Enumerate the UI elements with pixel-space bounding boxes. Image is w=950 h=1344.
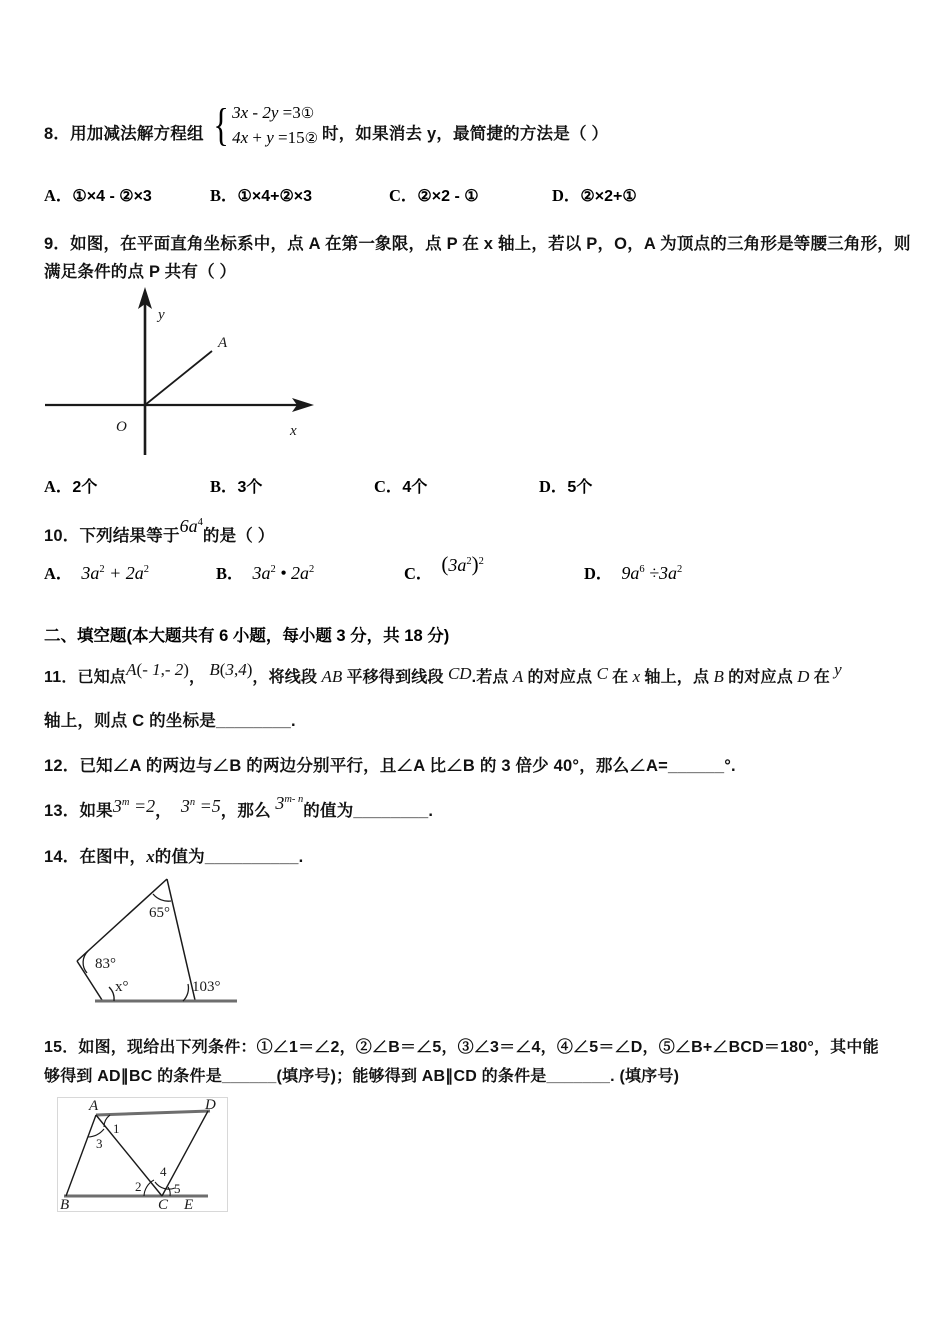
question-12 — [44, 750, 934, 782]
angle-label-83: 83° — [95, 956, 116, 972]
q8-number: 8． — [44, 125, 71, 143]
q9-choice-d[interactable]: D．5个 — [539, 477, 593, 496]
angle-number-5: 5 — [174, 1181, 181, 1196]
q15-figure-parallel-lines — [57, 1097, 228, 1212]
vertex-label-a: A — [89, 1098, 99, 1114]
q9-choice-a[interactable]: A．2个 — [44, 477, 98, 496]
q8-stem-suffix: 时，如果消去 y，最简捷的方法是（ ） — [322, 125, 609, 143]
q9-stem-line-1: 9．如图，在平面直角坐标系中，点 A 在第一象限，点 P 在 x 轴上，若以 P，O，A 为顶点的三角形是等腰三角形，则 — [44, 235, 911, 253]
q8-choices — [44, 182, 904, 210]
angle-arc-x — [109, 987, 114, 1001]
question-8-suffix — [322, 118, 608, 150]
vertex-label-d: D — [205, 1098, 216, 1113]
angle-label-103: 103° — [192, 979, 221, 995]
q14-stem: 14．在图中，x的值为__________. — [44, 847, 304, 866]
point-a-label: A — [218, 335, 228, 351]
angle-label-65: 65° — [149, 905, 170, 921]
q9-choice-b[interactable]: B．3个 — [210, 477, 263, 496]
origin-label: O — [116, 419, 127, 435]
vertex-label-b: B — [60, 1197, 70, 1211]
q8-stem-prefix: 用加减法解方程组 — [70, 125, 204, 143]
q11-stem-line-2: 轴上，则点 C 的坐标是________. — [44, 712, 296, 731]
q12-stem: 12．已知∠A 的两边与∠B 的两边分别平行，且∠A 比∠B 的 3 倍少 40°，那么∠A=______°. — [44, 757, 736, 775]
q10-expression: $6a^4$ — [179, 516, 203, 536]
q8-choice-d[interactable]: D．②×2+① — [552, 186, 637, 205]
q15-stem-line-2: 够得到 AD∥BC 的条件是______(填序号)；能够得到 AB∥CD 的条件是_______. (填序号) — [44, 1068, 680, 1086]
quad-side-right — [167, 879, 195, 1000]
q8-choice-a[interactable]: A．①×4 - ②×3 — [44, 186, 152, 205]
vertex-label-e: E — [184, 1197, 194, 1211]
q14-figure-quadrilateral — [55, 865, 270, 1025]
question-9 — [44, 228, 924, 288]
q8-choice-c[interactable]: C．②×2 - ① — [389, 186, 479, 205]
left-brace-icon: { — [213, 99, 229, 151]
angle-number-3: 3 — [96, 1136, 103, 1151]
q9-figure-coordinate-axes — [40, 283, 370, 463]
question-15 — [44, 1032, 934, 1092]
section-two-heading: 二、填空题(本大题共有 6 小题，每小题 3 分，共 18 分) — [44, 627, 450, 645]
y-axis-label: y — [158, 307, 165, 323]
angle-arc-4 — [155, 1182, 175, 1189]
question-10 — [44, 516, 275, 552]
q8-equation-2: 4x + y =15② — [232, 127, 319, 147]
angle-number-1: 1 — [113, 1121, 120, 1136]
segment-cd — [162, 1111, 208, 1196]
segment-oa — [145, 351, 212, 405]
q9-stem-line-2: 满足条件的点 P 共有（ ） — [44, 263, 237, 282]
q10-choices — [44, 552, 924, 588]
segment-ad — [96, 1111, 210, 1115]
q8-choice-b[interactable]: B．①×4+②×3 — [210, 186, 313, 205]
q10-choice-d[interactable]: D． $9a^6 \div 3a^2$ — [584, 563, 683, 583]
q15-stem-line-1: 15．如图，现给出下列条件：①∠1＝∠2，②∠B＝∠5，③∠3＝∠4，④∠5＝∠D，⑤∠B+∠BCD＝180°，其中能 — [44, 1039, 879, 1056]
q10-choice-a[interactable]: A． $3a^2 + 2a^2$ — [44, 563, 150, 583]
q8-equation-1: 3x - 2y =3① — [232, 103, 315, 122]
angle-number-2: 2 — [135, 1179, 142, 1194]
q10-choice-b[interactable]: B． $3a^2$ • $2a^2$ — [216, 563, 315, 583]
angle-arc-2 — [144, 1180, 154, 1196]
question-8 — [44, 118, 204, 150]
q9-choices — [44, 473, 904, 501]
q11-stem-line-1: 11．已知点A(- 1,- 2)， B(3,4)，将线段 AB 平移得到线段 CD.若点 A 的对应点 C 在 x 轴上，点 B 的对应点 D 在 y — [44, 660, 842, 686]
x-axis-label: x — [290, 423, 297, 439]
q8-equation-system — [210, 100, 318, 150]
vertex-label-c: C — [158, 1197, 169, 1211]
q9-choice-c[interactable]: C．4个 — [374, 477, 428, 496]
q10-stem-suffix: 的是（ ） — [202, 527, 275, 545]
q10-number: 10． — [44, 527, 80, 545]
angle-arc-65 — [153, 894, 171, 901]
segment-ac — [96, 1115, 162, 1196]
q10-stem-prefix: 下列结果等于 — [79, 527, 180, 545]
angle-number-4: 4 — [160, 1164, 167, 1179]
angle-arc-103 — [183, 984, 188, 1001]
question-11 — [44, 660, 934, 737]
segment-ab — [66, 1115, 96, 1196]
q13-stem: 13．如果$3^m =2$， $3^n =5$，那么 3$^{m- n}$的值为________. — [44, 793, 434, 820]
angle-label-x: x° — [115, 979, 129, 995]
question-13 — [44, 793, 934, 828]
q10-choice-c[interactable]: C． $(3a^2)^2$ — [404, 552, 484, 583]
